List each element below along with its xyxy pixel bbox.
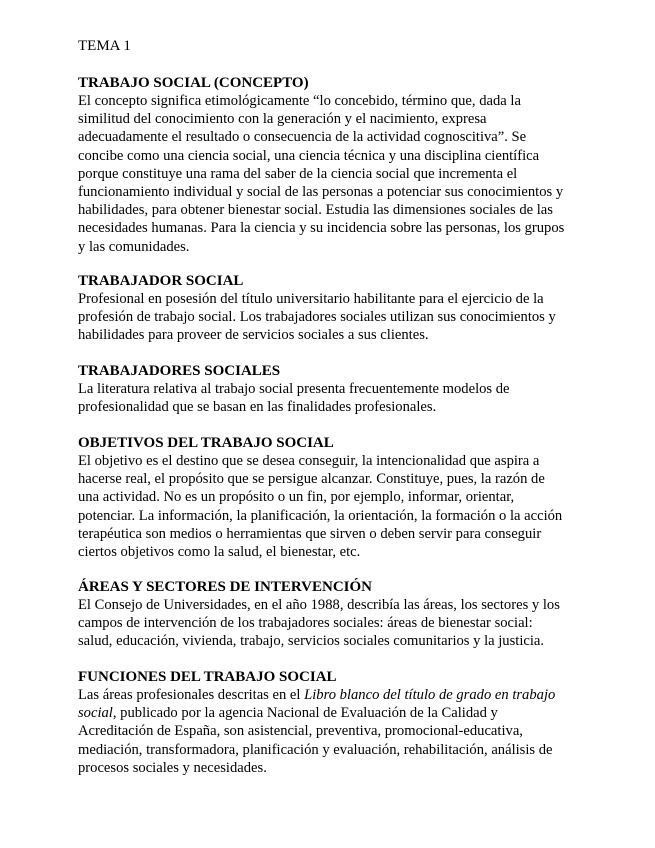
paragraph-line: mediación, transformadora, planificación y evaluación, rehabilitación, análisis de: [78, 741, 553, 758]
paragraph-line: Acreditación de España, son asistencial, preventiva, promocional-educativa,: [78, 723, 523, 740]
paragraph-line: habilidades para proveer de servicios sociales a sus clientes.: [78, 327, 429, 344]
paragraph-line: ciertos objetivos como la salud, el bienestar, etc.: [78, 544, 361, 561]
book-title-italic: Libro blanco del título de grado en trabajo: [304, 687, 556, 703]
paragraph-line: La literatura relativa al trabajo social presenta frecuentemente modelos de: [78, 381, 510, 397]
paragraph-line: profesionalidad que se basan en las finalidades profesionales.: [78, 399, 437, 416]
paragraph-line: concibe como una ciencia social, una ciencia técnica y una disciplina científica: [78, 147, 540, 164]
section-funciones: [78, 668, 578, 777]
tema-label: TEMA 1: [78, 38, 131, 54]
paragraph-line: El concepto significa etimológicamente “lo concebido, término que, dada la: [78, 93, 521, 109]
paragraph-line: necesidades humanas. Para la ciencia y su incidencia sobre las personas, los grupos: [78, 220, 565, 237]
section-trabajadores-sociales: [78, 362, 578, 416]
section-trabajo-social: [78, 74, 578, 256]
paragraph-line: una actividad. No es un propósito o un fin, por ejemplo, informar, orientar,: [78, 489, 515, 506]
section-areas-sectores: [78, 578, 578, 651]
section-heading: TRABAJADORES SOCIALES: [78, 363, 281, 379]
paragraph-line: El objetivo es el destino que se desea conseguir, la intencionalidad que aspira a: [78, 453, 540, 469]
paragraph-line: porque constituye una rama del saber de la ciencia social que incrementa el: [78, 165, 518, 182]
paragraph-line: [78, 704, 578, 722]
section-heading: TRABAJADOR SOCIAL: [78, 273, 244, 289]
section-trabajador-social: [78, 272, 578, 345]
paragraph-line: profesión de trabajo social. Los trabajadores sociales utilizan sus conocimientos y: [78, 309, 556, 326]
section-heading: ÁREAS Y SECTORES DE INTERVENCIÓN: [78, 579, 372, 595]
paragraph-line: [78, 686, 578, 704]
section-heading: OBJETIVOS DEL TRABAJO SOCIAL: [78, 435, 334, 451]
paragraph-line: habilidades, para obtener bienestar social. Estudia las dimensiones sociales de las: [78, 202, 553, 219]
section-objetivos: [78, 434, 578, 561]
section-heading: TRABAJO SOCIAL (CONCEPTO): [78, 75, 309, 91]
paragraph-line: salud, educación, vivienda, trabajo, servicios sociales comunitarios y la justicia.: [78, 633, 545, 650]
paragraph-line: Profesional en posesión del título universitario habilitante para el ejercicio de la: [78, 291, 544, 307]
paragraph-line: potenciar. La información, la planificación, la orientación, la formación o la acción: [78, 507, 563, 524]
paragraph-line: funcionamiento individual y social de las personas a potenciar sus conocimientos y: [78, 184, 564, 201]
paragraph-line: similitud del conocimiento con la generación y el nacimiento, expresa: [78, 111, 487, 128]
paragraph-line: y las comunidades.: [78, 238, 190, 255]
book-title-italic: social: [78, 705, 113, 722]
paragraph-line: terapéutica son medios o herramientas que sirven o deben servir para conseguir: [78, 525, 542, 542]
text-run: Las áreas profesionales descritas en el: [78, 687, 305, 703]
paragraph-line: El Consejo de Universidades, en el año 1988, describía las áreas, los sectores y los: [78, 597, 560, 613]
paragraph-line: procesos sociales y necesidades.: [78, 759, 267, 776]
paragraph-line: campos de intervención de los trabajadores sociales: áreas de bienestar social:: [78, 615, 533, 632]
section-heading: FUNCIONES DEL TRABAJO SOCIAL: [78, 669, 337, 685]
text-run: , publicado por la agencia Nacional de Evaluación de la Calidad y: [112, 705, 498, 722]
paragraph-line: hacerse real, el propósito que se persigue alcanzar. Constituye, pues, la razón de: [78, 471, 545, 488]
paragraph-line: adecuadamente el resultado o consecuencia de la actividad cognoscitiva”. Se: [78, 129, 527, 146]
